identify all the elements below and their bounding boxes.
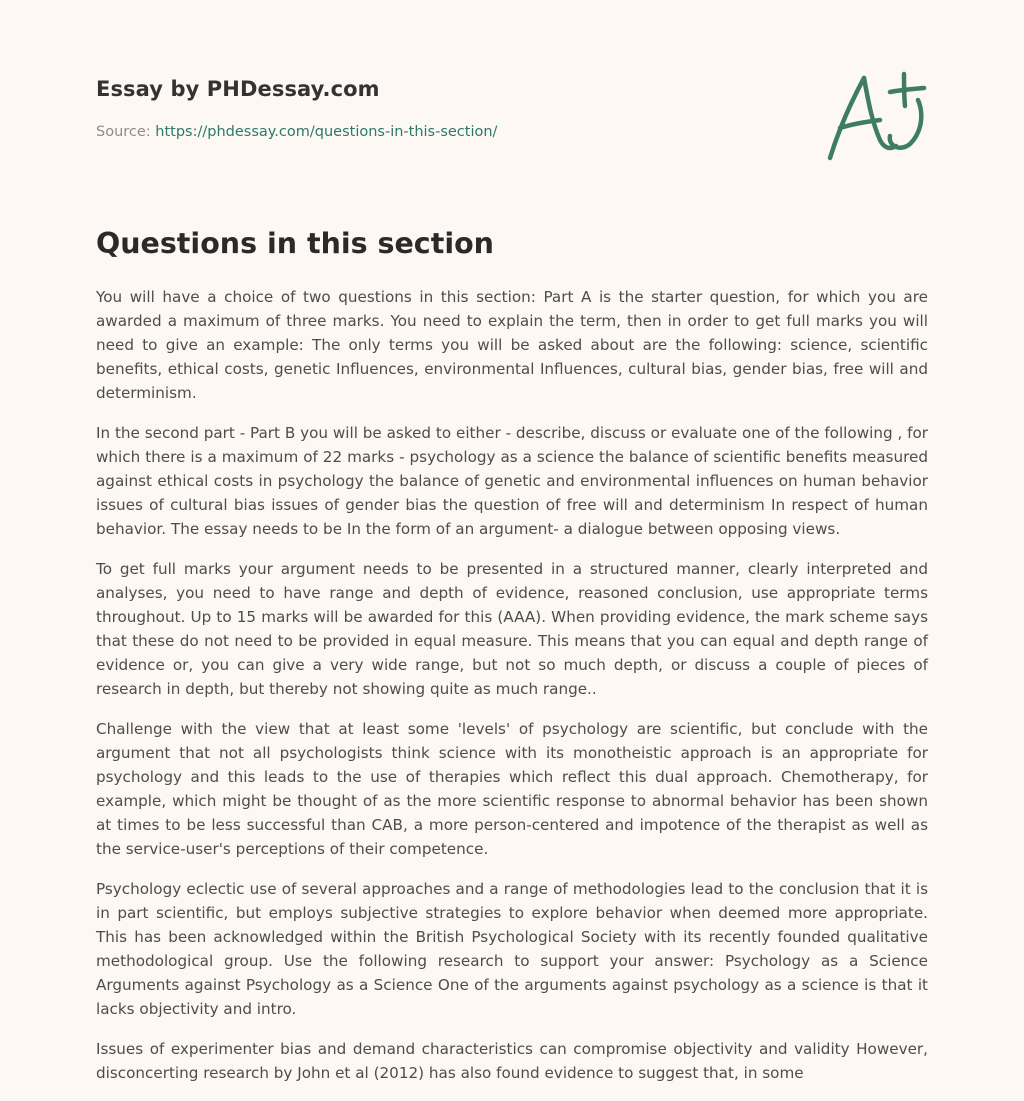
source-line (96, 124, 497, 140)
essay-paragraph: You will have a choice of two questions in this section: Part A is the starter question, for which you are awarded a maximum of three marks. You need to explain the term, then in order to get full marks you will need to give an example: The only terms you will be asked about are the following: science, scientific benefits, ethical costs, genetic Influences, environmental Influences, cultural bias, gender bias, free will and determinism. (96, 288, 928, 402)
essay-body (96, 285, 928, 1101)
source-label: Source: (96, 124, 156, 140)
essay-paragraph: Challenge with the view that at least some 'levels' of psychology are scientific, but conclude with the argument that not all psychologists think science with its monotheistic approach is an appropriate for psychology and this leads to the use of therapies which reflect this dual approach. Chemotherapy, for example, which might be thought of as the more scientific response to abnormal behavior has been shown at times to be less successful than CAB, a more person-centered and impotence of the therapist as well as the service-user's perceptions of their competence. (96, 720, 928, 858)
essay-paragraph: Psychology eclectic use of several approaches and a range of methodologies lead to the conclusion that it is in part scientific, but employs subjective strategies to explore behavior when deemed more appropriate. This has been acknowledged within the British Psychological Society with its recently founded qualitative methodological group. Use the following research to support your answer: Psychology as a Science Arguments against Psychology as a Science One of the arguments against psychology as a science is that it lacks objectivity and intro. (96, 880, 928, 1018)
essay-paragraph: In the second part - Part B you will be asked to either - describe, discuss or evaluate one of the following , for which there is a maximum of 22 marks - psychology as a science the balance of scientific benefits measured against ethical costs in psychology the balance of genetic and environmental influences on human behavior issues of cultural bias issues of gender bias the question of free will and determinism In respect of human behavior. The essay needs to be In the form of an argument- a dialogue between opposing views. (96, 424, 928, 538)
essay-paragraph: Issues of experimenter bias and demand characteristics can compromise objectivity and validity However, disconcerting research by John et al (2012) has also found evidence to suggest that, in some (96, 1040, 928, 1082)
essay-title: Questions in this section (96, 227, 494, 260)
a-plus-logo-icon (824, 70, 928, 164)
brand-title: Essay by PHDessay.com (96, 77, 380, 101)
essay-paragraph: To get full marks your argument needs to be presented in a structured manner, clearly interpreted and analyses, you need to have range and depth of evidence, reasoned conclusion, use appropriate terms throughout. Up to 15 marks will be awarded for this (AAA). When providing evidence, the mark scheme says that these do not need to be provided in equal measure. This means that you can equal and depth range of evidence or, you can give a very wide range, but not so much depth, or discuss a couple of pieces of research in depth, but thereby not showing quite as much range.. (96, 560, 928, 698)
source-link[interactable]: https://phdessay.com/questions-in-this-section/ (155, 124, 498, 140)
